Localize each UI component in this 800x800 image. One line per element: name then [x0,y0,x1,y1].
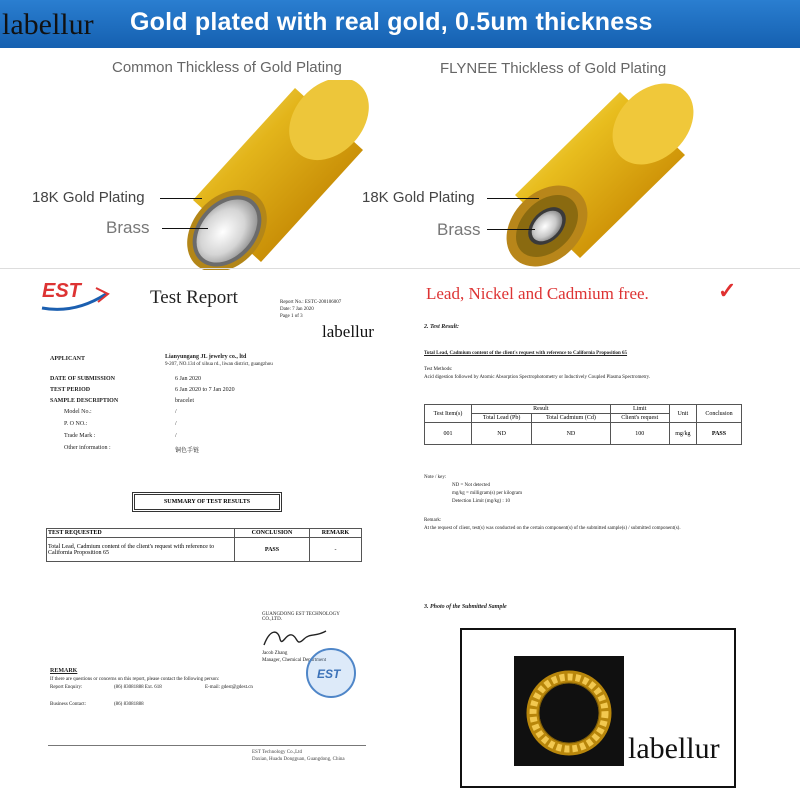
report-title: Test Report [150,287,238,308]
report-number: Report No.: ESTC-200106007 [280,300,342,305]
summary-table [46,528,362,562]
note-line: ND = Not detected [452,483,490,488]
table-cell: - [309,538,361,562]
section-heading: 2. Test Result: [424,324,459,330]
business-phone: (86) 83081888 [114,702,144,707]
result-title: Total Lead, Cadmium content of the client's request with reference to California Proposition 65 [424,351,628,356]
field-label: Trade Mark : [64,433,96,439]
field-label: TEST PERIOD [50,387,91,393]
est-swoosh-icon [40,284,110,314]
field-value: 9-207, NO.134 of xihua rd., liwan district, guangzhou [165,362,273,367]
pointer-line [162,228,208,229]
table-cell: PASS [235,538,310,562]
flynee-brass-label: Brass [437,220,481,239]
table-cell: 001 [425,423,472,445]
test-report-page [0,270,400,800]
common-plating-label: 18K Gold Plating [32,189,145,206]
company-name: GUANGDONG EST TECHNOLOGY CO.,LTD. [262,612,340,622]
headline: Lead, Nickel and Cadmium free. [426,284,649,303]
table-cell: Total Lead, Cadmium content of the client's request with reference to California Proposition 65 [47,538,235,562]
table-header: Unit [669,405,696,423]
methods-text: Acid digestion followed by Atomic Absorption Spectrophotometry or Inductively Coupled Plasma Spectrometry. [424,375,651,380]
report-page: Page 1 of 3 [280,314,303,319]
field-label: APPLICANT [50,356,86,362]
title-banner [0,0,800,48]
remark-text: At the request of client, test(s) was conducted on the certain component(s) of the submitted sample(s) / submitted component(s). [424,526,681,531]
table-header: TEST REQUESTED [47,529,235,538]
field-value: 铜色手链 [175,448,200,454]
field-value: 6 Jan 2020 to 7 Jan 2020 [175,387,235,393]
field-label: Model No.: [64,409,92,415]
field-value: bracelet [175,398,194,404]
results-table [424,404,742,445]
table-header: Total Cadmium (Cd) [532,414,610,423]
note-line: Detection Limit (mg/kg) : 10 [452,499,511,504]
flynee-plating-cylinder-image [505,80,695,270]
remark-text: If there are questions or concerns on this report, please contact the following person: [50,677,220,682]
field-value: / [175,421,177,427]
summary-box [132,492,282,512]
field-label: Other information : [64,445,111,451]
pointer-line [487,229,535,230]
signer-title: Manager, Chemical Department [262,658,327,663]
table-cell: ND [532,423,610,445]
pointer-line [487,198,539,199]
table-header: REMARK [309,529,361,538]
table-header: CONCLUSION [235,529,310,538]
signature-image [260,625,330,651]
note-line: mg/kg = milligram(s) per kilogram [452,491,523,496]
common-plating-cylinder-image [185,80,375,270]
flynee-caption: FLYNEE Thickless of Gold Plating [440,60,667,77]
methods-label: Test Methods: [424,367,453,372]
table-cell: mg/kg [669,423,696,445]
table-cell: ND [472,423,532,445]
watermark-bottom: labellur [628,732,720,765]
banner-title: Gold plated with real gold, 0.5um thickness [130,8,653,36]
remark-label: Remark: [424,518,442,523]
footer-rule [48,745,366,746]
footer-company: EST Technology Co.,Ltd [252,750,303,755]
common-caption: Common Thickless of Gold Plating [112,59,342,76]
report-date: Date: 7 Jan 2020 [280,307,314,312]
field-label: SAMPLE DESCRIPTION [50,398,119,404]
company-seal-stamp [306,648,356,698]
results-page [400,270,800,800]
est-logo: EST [42,280,81,302]
section-heading: 3. Photo of the Submitted Sample [424,604,507,610]
watermark-middle: labellur [322,322,374,341]
note-line: Note / key: [424,475,447,480]
table-header: Result [472,405,611,414]
chain-bracelet-photo [514,656,624,766]
enquiry-label: Report Enquiry: [50,685,83,690]
watermark-top: labellur [2,8,94,41]
table-cell: PASS [696,423,741,445]
field-label: DATE OF SUBMISSION [50,376,116,382]
business-label: Business Contact: [50,702,86,707]
pointer-line [160,198,202,199]
table-cell: 100 [610,423,669,445]
table-header: Client's request [610,414,669,423]
check-icon: ✓ [718,278,737,303]
field-value: / [175,409,177,415]
seal-text: EST [317,667,341,681]
table-header: Test Item(s) [425,405,472,423]
field-value: 6 Jan 2020 [175,376,201,382]
enquiry-email: E-mail: gdest@gdest.cn [205,685,253,690]
footer-address: Daxian, Huadu Dongguan, Guangdong, China [252,757,345,762]
common-brass-label: Brass [106,218,150,237]
remark-label: REMARK [50,668,78,674]
field-value: / [175,433,177,439]
field-value: Lianyungang JL jewelry co., ltd [165,354,247,360]
section-divider [0,268,800,269]
summary-heading: SUMMARY OF TEST RESULTS [134,494,280,510]
enquiry-phone: (86) 83081888 Ext. 618 [114,685,162,690]
field-label: P. O NO.: [64,421,88,427]
table-header: Total Lead (Pb) [472,414,532,423]
table-header: Limit [610,405,669,414]
signer-name: Jacob Zhang [262,651,288,656]
flynee-plating-label: 18K Gold Plating [362,189,475,206]
table-header: Conclusion [696,405,741,423]
